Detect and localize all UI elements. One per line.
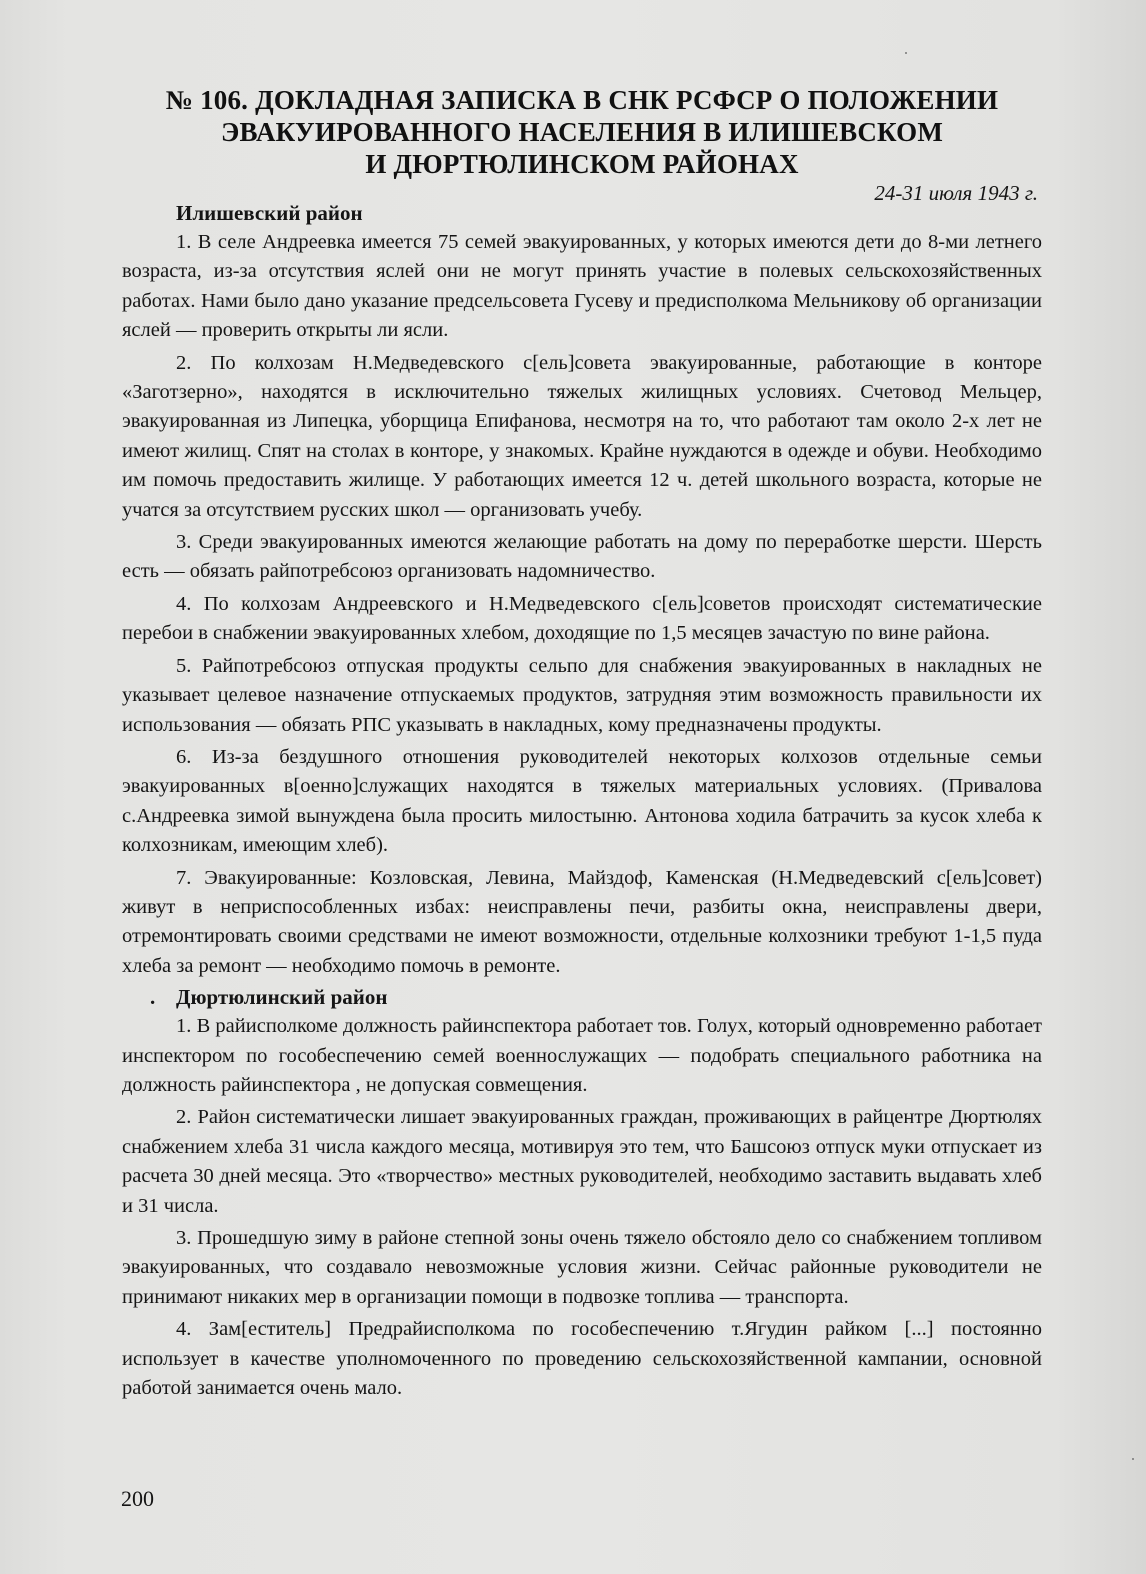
page-content	[122, 84, 1042, 1406]
list-item: 4. Зам[еститель] Предрайисполкома по гособеспечению т.Ягудин райком [...] постоянно использует в качестве уполномоченного по проведению сельскохозяйственной кампании, основной работой занимается очень мало.	[122, 1318, 1042, 1400]
page-number: 200	[121, 1486, 154, 1511]
document-date: 24-31 июля 1943 г.	[874, 181, 1038, 205]
list-item: 5. Райпотребсоюз отпуская продукты сельпо для снабжения эвакуированных в накладных не указывает целевое назначение отпускаемых продуктов, затрудняя этим возможность правильности их использования — обязать РПС указывать в накладных, кому предназначены продукты.	[122, 654, 1042, 736]
list-item: 1. В селе Андреевка имеется 75 семей эвакуированных, у которых имеются дети до 8-ми летнего возраста, из-за отсутствия яслей они не могут принять участие в полевых сельскохозяйственных работах. Нами было дано указание предсельсовета Гусеву и предисполкома Мельникову об организации яслей — проверить открыты ли ясли.	[122, 231, 1042, 342]
title-line-2: ЭВАКУИРОВАННОГО НАСЕЛЕНИЯ В ИЛИШЕВСКОМ	[220, 117, 944, 147]
list-item: 7. Эвакуированные: Козловская, Левина, Майздоф, Каменская (Н.Медведевский с[ель]совет) живут в неприспособленных избах: неисправлены печи, разбиты окна, неисправлены двери, отремонтировать своими средствами не имеют возможности, отдельные колхозники требуют 1-1,5 пуда хлеба за ремонт — необходимо помочь в ремонте.	[122, 866, 1042, 977]
list-item: 4. По колхозам Андреевского и Н.Медведевского с[ель]советов происходят систематические перебои в снабжении эвакуированных хлебом, доходящие по 1,5 месяцев зачастую по вине района.	[122, 592, 1042, 645]
list-item: 2. По колхозам Н.Медведевского с[ель]совета эвакуированные, работающие в конторе «Заготзерно», находятся в исключительно тяжелых жилищных условиях. Счетовод Мельцер, эвакуированная из Липецка, уборщица Епифанова, несмотря на то, что работают там около 2-х лет не имеют жилищ. Спят на столах в конторе, у знакомых. Крайне нуждаются в одежде и обуви. Необходимо им помочь предоставить жилище. У работающих имеется 12 ч. детей школьного возраста, которые не учатся за отсутствием русских школ — организовать учебу.	[122, 351, 1042, 521]
section-heading-label: Дюртюлинский район	[176, 985, 388, 1010]
list-item: 6. Из-за бездушного отношения руководителей некоторых колхозов отдельные семьи эвакуированных в[оенно]служащих находятся в тяжелых материальных условиях. (Привалова с.Андреевка зимой вынуждена была просить милостыню. Антонова ходила батрачить за кусок хлеба к колхозникам, имеющим хлеб).	[122, 745, 1042, 857]
section-heading-ilishevsky: Илишевский район	[176, 201, 363, 225]
section-heading-dyurtyulinsky	[150, 984, 1042, 1010]
list-item: 3. Прошедшую зиму в районе степной зоны очень тяжело обстояло дело со снабжением топливом эвакуированных, что создавало невозможные условия жизни. Сейчас районные руководители не принимают никаких мер в организации помощи в подвозке топлива — транспорта.	[122, 1227, 1042, 1308]
title-line-3: И ДЮРТЮЛИНСКОМ РАЙОНАХ	[365, 149, 799, 179]
document-title	[122, 84, 1042, 180]
list-item: 3. Среди эвакуированных имеются желающие работать на дому по переработке шерсти. Шерсть есть — обязать райпотребсоюз организовать надомничество.	[122, 531, 1042, 583]
print-speck	[1132, 1458, 1134, 1460]
list-item: 1. В райисполкоме должность райинспектора работает тов. Голух, который одновременно работает инспектором по гособеспечению семей военнослужащих — подобрать специального работника на должность райинспектора , не допуская совмещения.	[122, 1015, 1042, 1096]
title-line-1: № 106. ДОКЛАДНАЯ ЗАПИСКА В СНК РСФСР О ПОЛОЖЕНИИ	[165, 85, 999, 115]
list-item: 2. Район систематически лишает эвакуированных граждан, проживающих в райцентре Дюртюлях снабжением хлеба 31 числа каждого месяца, мотивируя это тем, что Башсоюз отпуск муки отпускает из расчета 30 дней месяца. Это «творчество» местных руководителей, необходимо заставить выдавать хлеб и 31 числа.	[122, 1106, 1042, 1217]
stray-dot: .	[150, 985, 156, 1010]
print-speck	[905, 52, 907, 54]
